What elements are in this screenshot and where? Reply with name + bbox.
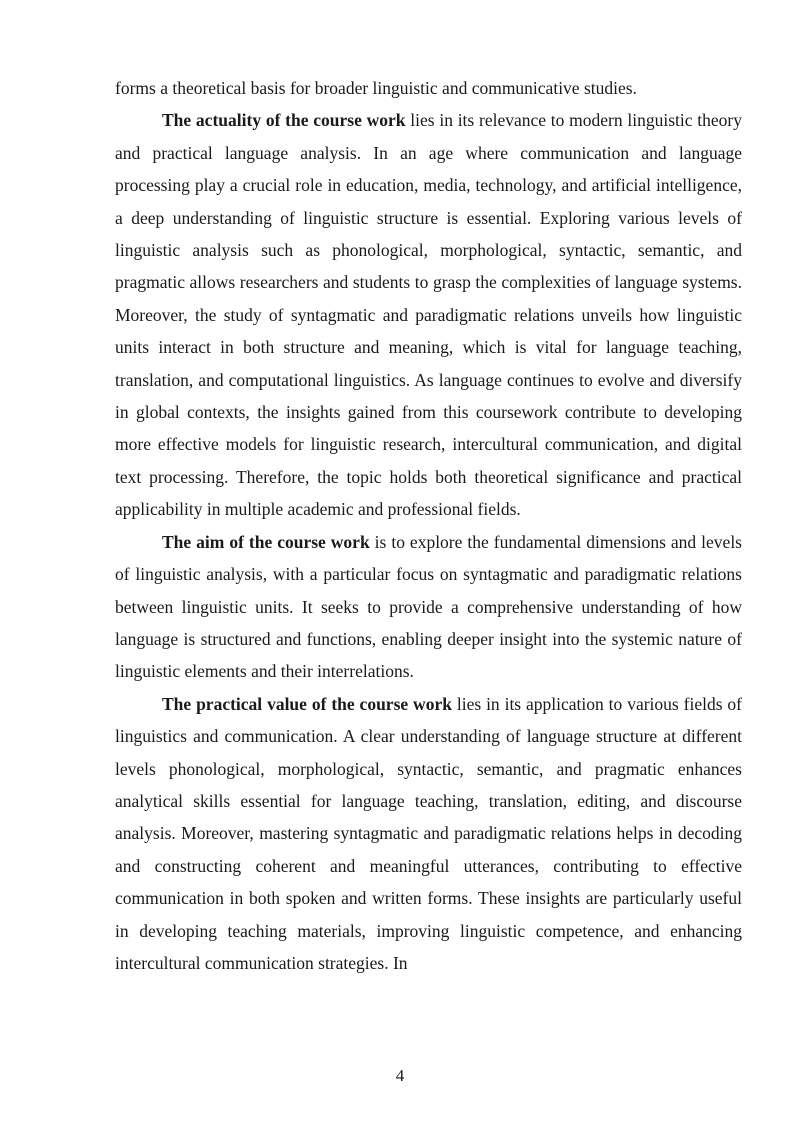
paragraph-aim xyxy=(115,526,742,688)
paragraph-heading-actuality: The actuality of the course work xyxy=(162,110,406,131)
paragraph-heading-aim: The aim of the course work xyxy=(162,531,370,552)
page-number: 4 xyxy=(395,1066,405,1085)
paragraph-text-actuality: lies in its relevance to modern linguistic theory and practical language analysis. In an age where communication and language processing play a crucial role in education, media, technology, and artificial intelligence, a deep understanding of linguistic structure is essential. Exploring various levels of linguistic analysis such as phonological, morphological, syntactic, semantic, and pragmatic allows researchers and students to grasp the complexities of language systems. Moreover, the study of syntagmatic and paradigmatic relations unveils how linguistic units interact in both structure and meaning, which is vital for language teaching, translation, and computational linguistics. As language continues to evolve and diversify in global contexts, the insights gained from this coursework contribute to developing more effective models for linguistic research, intercultural communication, and digital text processing. Therefore, the topic holds both theoretical significance and practical applicability in multiple academic and professional fields. xyxy=(115,110,742,520)
paragraph-text-practical-value: lies in its application to various fields of linguistics and communication. A clear understanding of language structure at different levels phonological, morphological, syntactic, semantic, and pragmatic enhances analytical skills essential for language teaching, translation, editing, and discourse analysis. Moreover, mastering syntagmatic and paradigmatic relations helps in decoding and constructing coherent and meaningful utterances, contributing to effective communication in both spoken and written forms. These insights are particularly useful in developing teaching materials, improving linguistic competence, and enhancing intercultural communication strategies. In xyxy=(115,693,742,973)
document-body xyxy=(115,72,742,979)
paragraph-heading-practical-value: The practical value of the course work xyxy=(162,693,452,714)
paragraph-actuality xyxy=(115,104,742,525)
paragraph-practical-value xyxy=(115,688,742,980)
paragraph-text-aim: is to explore the fundamental dimensions and levels of linguistic analysis, with a particular focus on syntagmatic and paradigmatic relations between linguistic units. It seeks to provide a comprehensive understanding of how language is structured and functions, enabling deeper insight into the systemic nature of linguistic elements and their interrelations. xyxy=(115,531,742,682)
opening-line: forms a theoretical basis for broader linguistic and communicative studies. xyxy=(115,78,637,98)
